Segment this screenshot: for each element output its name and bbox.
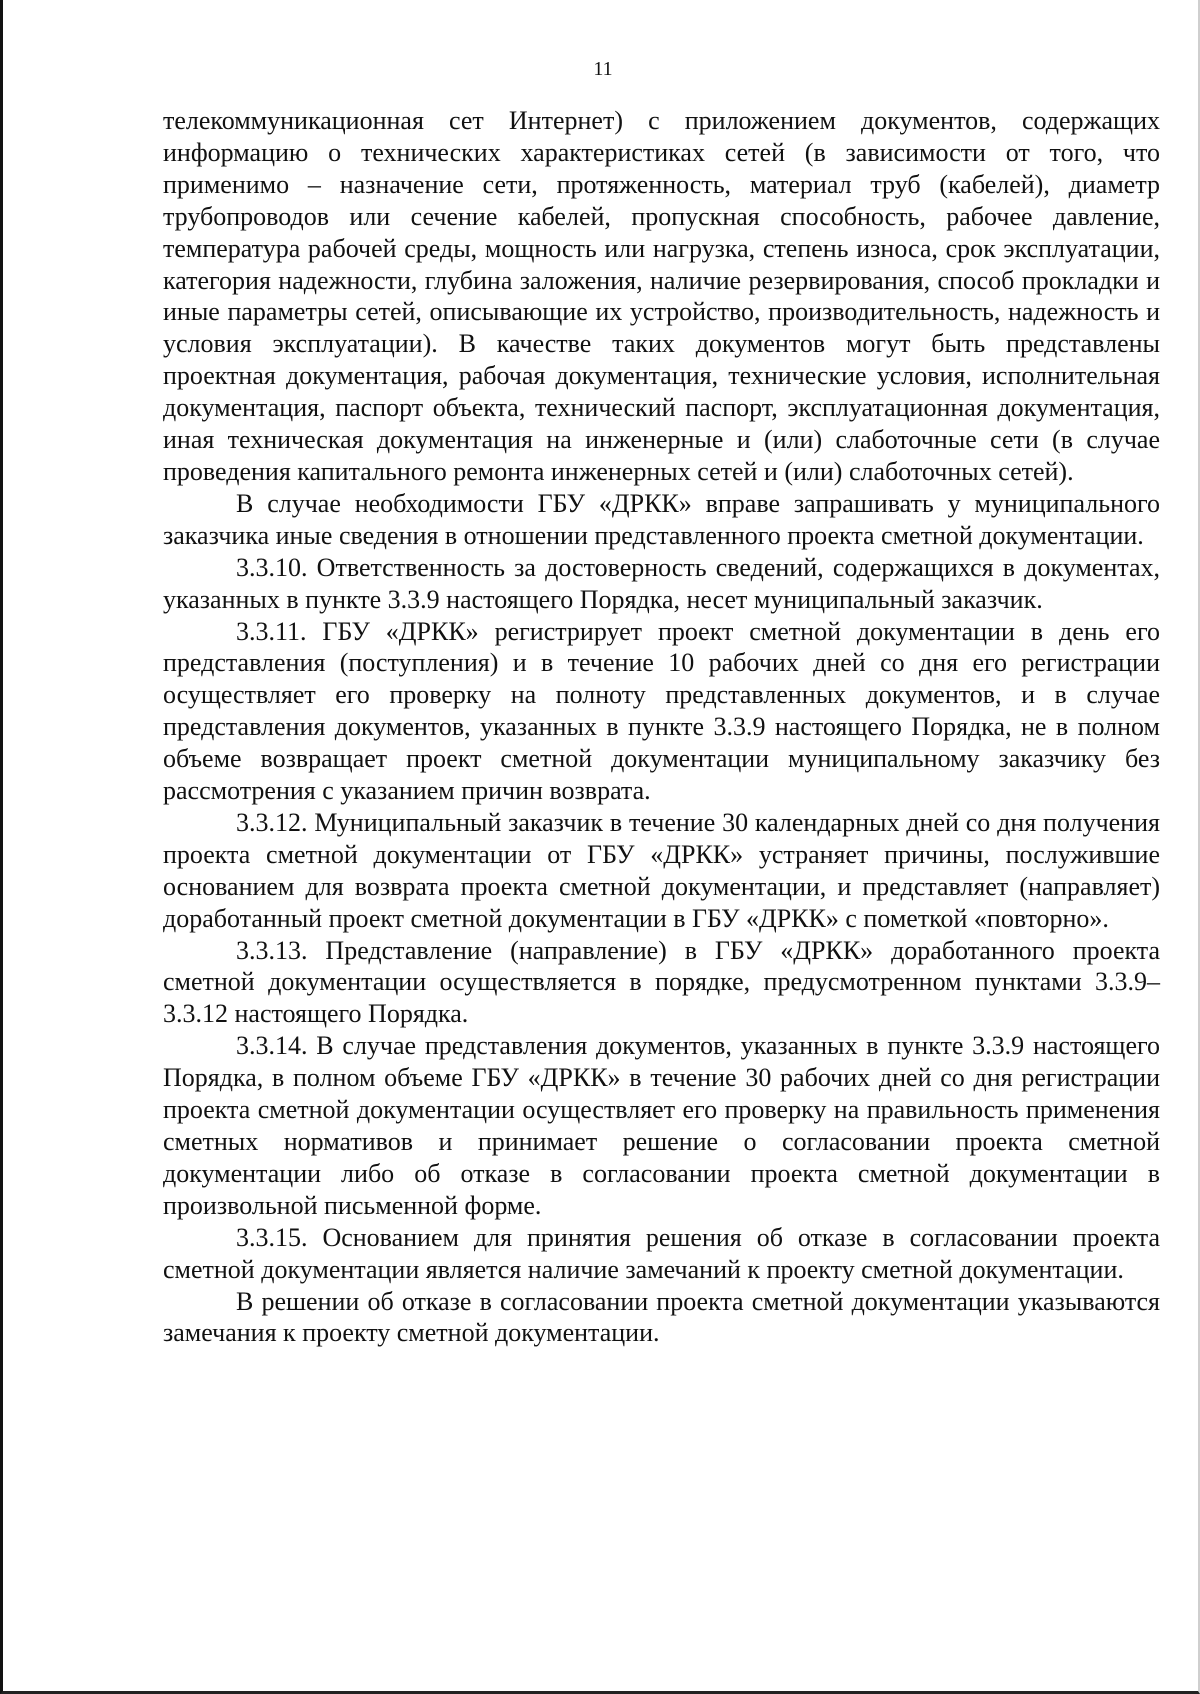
- paragraph-refusal-remarks: В решении об отказе в согласовании проекта сметной документации указываются замечания к проекту сметной документации.: [163, 1286, 1160, 1348]
- paragraph-3-3-12: 3.3.12. Муниципальный заказчик в течение 30 календарных дней со дня получения проекта сметной документации от ГБУ «ДРКК» устраняет причины, послужившие основанием для возврата проекта сметной документации, и представляет (направляет) доработанный проект сметной документации в ГБУ «ДРКК» с пометкой «повторно».: [163, 807, 1160, 933]
- page-number: 11: [593, 58, 613, 80]
- document-body: [163, 105, 1160, 1349]
- paragraph-3-3-15: 3.3.15. Основанием для принятия решения об отказе в согласовании проекта сметной документации является наличие замечаний к проекту сметной документации.: [163, 1222, 1160, 1284]
- paragraph-3-3-14: 3.3.14. В случае представления документов, указанных в пункте 3.3.9 настоящего Порядка, в полном объеме ГБУ «ДРКК» в течение 30 рабочих дней со дня регистрации проекта сметной документации осуществляет его проверку на правильность применения сметных нормативов и принимает решение о согласовании проекта сметной документации либо об отказе в согласовании проекта сметной документации в произвольной письменной форме.: [163, 1031, 1160, 1220]
- paragraph-additional-info: В случае необходимости ГБУ «ДРКК» вправе запрашивать у муниципального заказчика иные сведения в отношении представленного проекта сметной документации.: [163, 488, 1160, 550]
- paragraph-3-3-11: 3.3.11. ГБУ «ДРКК» регистрирует проект сметной документации в день его представления (поступления) и в течение 10 рабочих дней со дня его регистрации осуществляет его проверку на полноту представленных документов, и в случае представления документов, указанных в пункте 3.3.9 настоящего Порядка, не в полном объеме возвращает проект сметной документации муниципальному заказчику без рассмотрения с указанием причин возврата.: [163, 616, 1160, 806]
- paragraph-3-3-13: 3.3.13. Представление (направление) в ГБУ «ДРКК» доработанного проекта сметной документации осуществляется в порядке, предусмотренном пунктами 3.3.9–3.3.12 настоящего Порядка.: [163, 935, 1160, 1029]
- paragraph-3-3-10: 3.3.10. Ответственность за достоверность сведений, содержащихся в документах, указанных в пункте 3.3.9 настоящего Порядка, несет муниципальный заказчик.: [163, 552, 1160, 614]
- paragraph-network-documents: телекоммуникационная сет Интернет) с приложением документов, содержащих информацию о технических характеристиках сетей (в зависимости от того, что применимо – назначение сети, протяженность, материал труб (кабелей), диаметр трубопроводов или сечение кабелей, пропускная способность, рабочее давление, температура рабочей среды, мощность или нагрузка, степень износа, срок эксплуатации, категория надежности, глубина заложения, наличие резервирования, способ прокладки и иные параметры сетей, описывающие их устройство, производительность, надежность и условия эксплуатации). В качестве таких документов могут быть представлены проектная документация, рабочая документация, технические условия, исполнительная документация, паспорт объекта, технический паспорт, эксплуатационная документация, иная техническая документация на инженерные и (или) слаботочные сети (в случае проведения капитального ремонта инженерных сетей и (или) слаботочных сетей).: [163, 106, 1160, 486]
